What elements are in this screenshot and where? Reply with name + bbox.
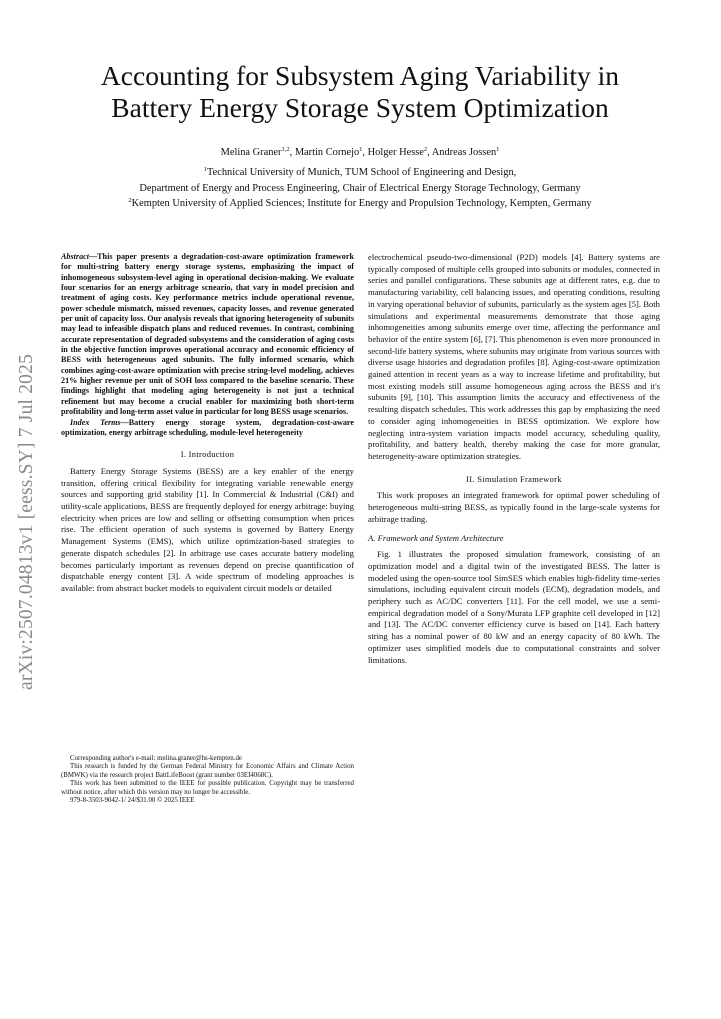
author-name: Holger Hesse [367, 147, 424, 158]
footnote-copyright: This work has been submitted to the IEEE for possible publication. Copyright may be transferred without notice, after which this version may no longer be accessible. [61, 780, 354, 796]
author-affil-mark: 2 [423, 146, 428, 153]
author-name: Melina Graner [220, 147, 282, 158]
section-heading-simulation-framework: II. Simulation Framework [466, 473, 562, 484]
abstract [61, 252, 354, 418]
left-column [61, 252, 354, 595]
abstract-label: Abstract [61, 252, 89, 261]
affiliations [40, 165, 680, 212]
affiliation-line: $^1$Technical University of Munich, TUM School of Engineering and Design, [203, 166, 517, 178]
right-column [368, 252, 660, 666]
subsection-heading-framework: A. Framework and System Architecture [368, 533, 504, 544]
author-name: Andreas Jossen [431, 147, 497, 158]
paper-title [60, 60, 660, 124]
affiliation-line: Department of Energy and Process Engineering, Chair of Electrical Energy Storage Technology, Germany [139, 182, 581, 194]
footnotes [61, 755, 354, 805]
paragraph: electrochemical pseudo-two-dimensional (P2D) models [4]. Battery systems are typically composed of multiple cells grouped into subunits or modules, connected in series and parallel configurations. These subunits age at different rates, e.g. due to manufacturing variability, cell balancing issues, and operating conditions, resulting in varying operational behavior of subunits, particularly as the system ages [5]. Both simulations and experimental measurements demonstrate that those aging inhomogeneities among subunits emerge over time, affecting the performance and behavior of the entire system [6], [7]. This phenomenon is even more pronounced in second-life battery systems, where subunits may originate from various sources with diverse usage histories and degradation profiles [8]. Aging-cost-aware optimization gained attention in recent years as a way to increase lifetime and profitability, but most existing models still assume homogeneous aging across the BESS and it's subunits [9], [10]. This assumption limits the accuracy and effectiveness of the resulting dispatch schedules. This work addresses this gap by emphasizing the need to consider aging inhomogeneities in BESS optimization. We explore how neglecting intra-system variation impacts model accuracy, scheduling quality, profitability, and battery health, thereby making the case for more granular, heterogeneity-aware optimization strategies. [368, 252, 660, 461]
arxiv-identifier[interactable]: arXiv:2507.04813v1 [eess.SY] 7 Jul 2025 [16, 353, 37, 690]
index-terms [61, 418, 354, 439]
author-list: Melina Graner$^{1,2}$, Martin Cornejo$^1$, Holger Hesse$^2$, Andreas Jossen$^1$ [220, 146, 500, 158]
paragraph: This work proposes an integrated framework for optimal power scheduling of heterogeneous multi-string BESS, as typically found in the large-scale systems for arbitrage trading. [368, 490, 660, 524]
paragraph: Battery Energy Storage Systems (BESS) are a key enabler of the energy transition, offering critical flexibility for integrating variable renewable energy sources and supporting grid stability [1]. In Commercial & Industrial (C&I) and utility-scale applications, BESS are frequently deployed for energy arbitrage: buying electricity when prices are low and selling or offsetting consumption when prices rise. The efficient operation of such systems is governed by Battery Energy Management Systems (EMS), which utilize optimization-based strategies to generate dispatch schedules [2]. In arbitrage use cases accurate battery modeling becomes particularly important as revenues depend on precise quantification of dispatchable energy content [3]. A wide spectrum of modeling approaches is available: from abstract bucket models to equivalent circuit models or detailed [61, 465, 354, 593]
footnote-funding: This research is funded by the German Federal Ministry for Economic Affairs and Climate Action (BMWK) via the research project BattLifeBoost (grant number 03EI4068C). [61, 763, 354, 779]
title-line-2: Battery Energy Storage System Optimization [111, 92, 609, 123]
footnote-email: Corresponding author's e-mail: melina.graner@hs-kempten.de [70, 755, 242, 762]
affiliation-line: $^2$Kempten University of Applied Sciences; Institute for Energy and Propulsion Technology, Kempten, Germany [128, 197, 592, 209]
abstract-text: —This paper presents a degradation-cost-aware optimization framework for multi-string battery energy storage systems, emphasizing the impact of inhomogeneous subsystem-level aging in operational decision-making. We evaluate four scenarios for an energy arbitrage scneario, that vary in model precision and treatment of aging costs. Key performance metrics include operational revenue, power schedule mismatch, missed revenues, capacity losses, and revenue generated per unit of capacity loss. Our analysis reveals that ignoring heterogeneity of subunits may lead to infeasible dispatch plans and reduced revenues. In contrast, combining accurate representation of degraded subsystems and the consideration of aging costs in the objective function improves operational accuracy and economic efficiency of BESS with heterogeneous aged subunits. The fully informed scenario, which combines aging-cost-aware optimization with precise string-level modeling, achieves 21% higher revenue per unit of SOH loss compared to the baseline scenario. These findings highlight that modeling aging heterogeneity is not just a technical refinement but may become a crucial enabler for maximizing both short-term profitability and long-term asset value in particular for long BESS usage scenarios. [61, 252, 354, 417]
author-affil-mark: 1,2 [281, 146, 290, 153]
author-name: Martin Cornejo [294, 147, 360, 158]
section-heading-introduction: I. Introduction [180, 449, 235, 460]
paragraph: Fig. 1 illustrates the proposed simulation framework, consisting of an optimization model and a digital twin of the investigated BESS. The latter is modeled using the open-source tool SimSES which enables high-fidelity time-series simulations, including equivalent circuit models (ECM), degradation models, and periphery such as AC/DC converters [11]. For the cell model, we use a semi-empirical degradation model of a Sony/Murata LFP graphite cell developed in [12] and [13]. The AC/DC converter efficiency curve is based on [14]. Each battery string has a nominal power of 80 kW and an energy capacity of 80 kWh. The optimizer uses simplified models due to computational constraints and solver limitations. [368, 549, 660, 665]
index-terms-text: —Battery energy storage system, degradation-cost-aware optimization, energy arbitrage scheduling, module-level heterogeneity [61, 417, 354, 437]
title-line-1: Accounting for Subsystem Aging Variability in [100, 60, 620, 91]
footnote-isbn: 979-8-3503-9042-1/ 24/$31.00 © 2025 IEEE [70, 797, 195, 805]
index-terms-label: Index Terms [70, 417, 121, 427]
author-affil-mark: 1 [359, 146, 363, 153]
author-affil-mark: 1 [496, 146, 500, 153]
